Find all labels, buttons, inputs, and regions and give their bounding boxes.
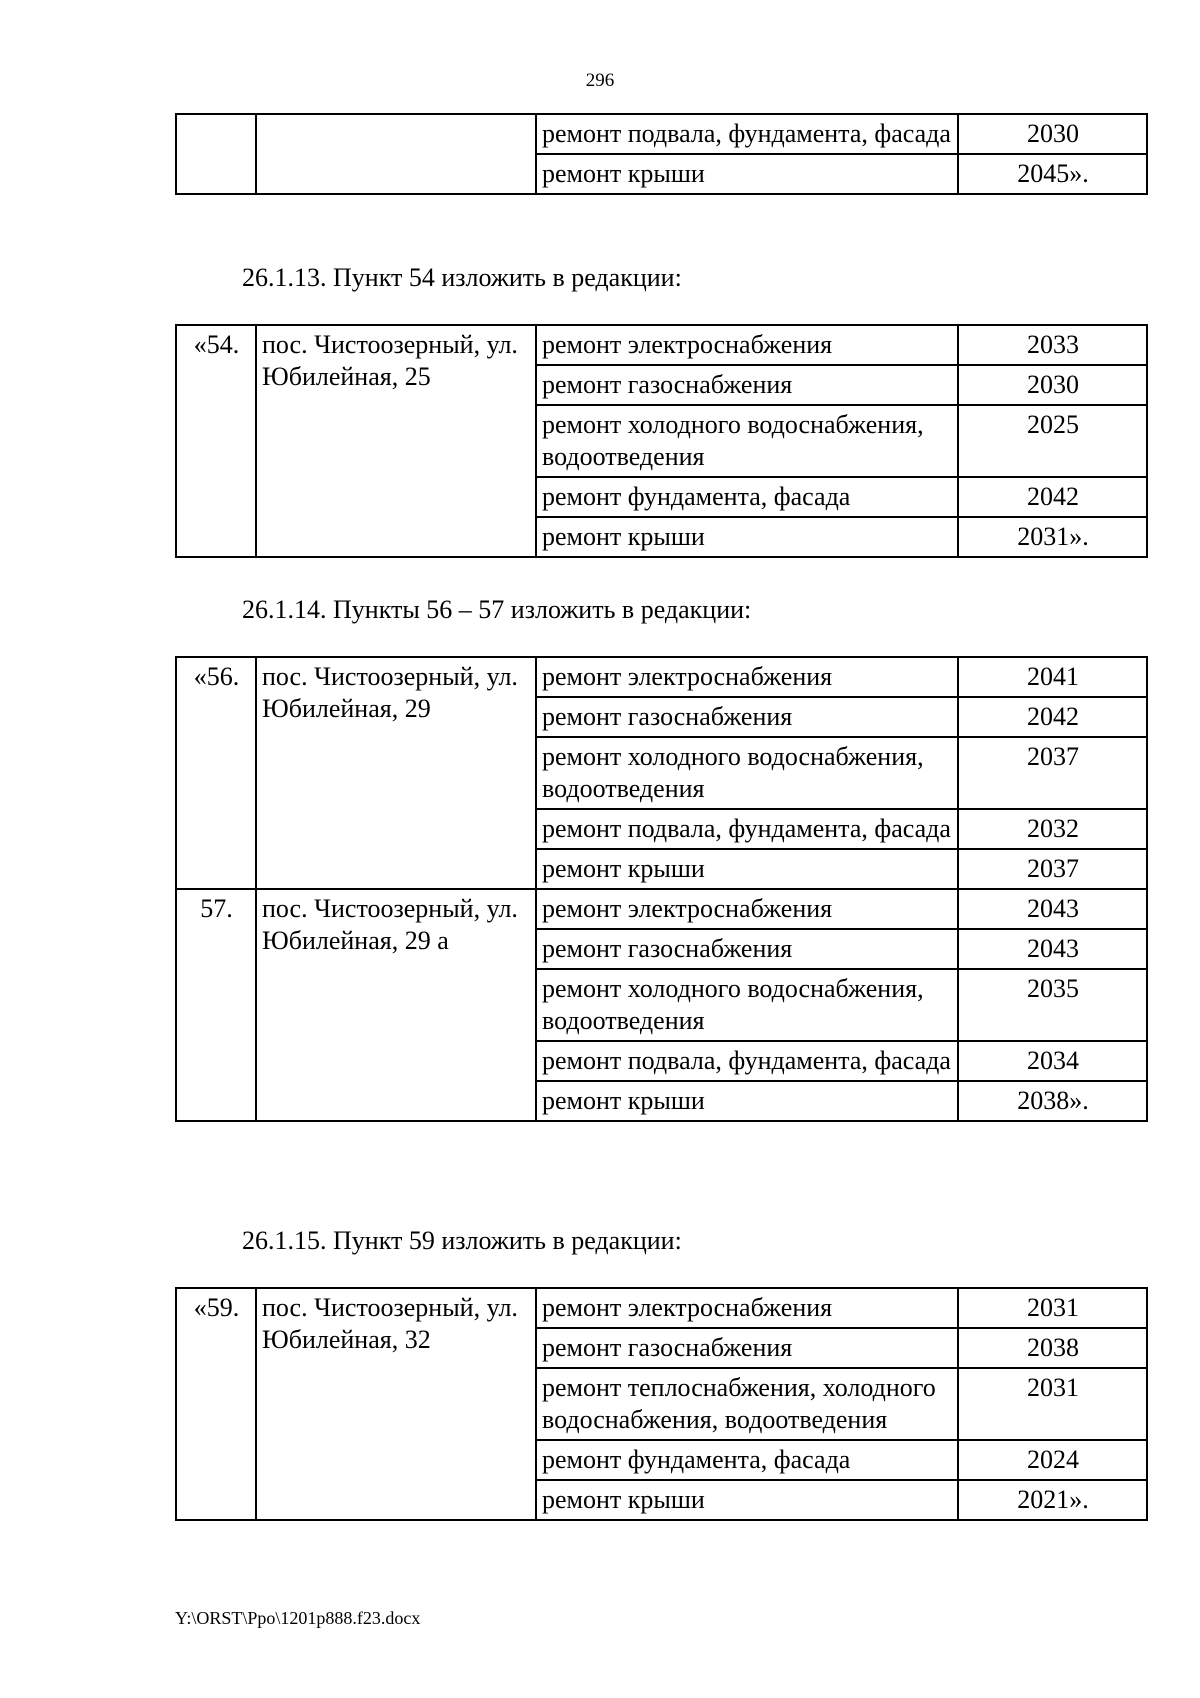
year-cell: 2045». [958,154,1147,194]
work-cell: ремонт электроснабжения [536,889,958,929]
address-cell: пос. Чистоозерный, ул. Юбилейная, 25 [256,325,536,557]
year-cell: 2032 [958,809,1147,849]
work-cell: ремонт электроснабжения [536,1288,958,1328]
year-cell: 2043 [958,929,1147,969]
work-cell: ремонт крыши [536,1081,958,1121]
year-cell: 2033 [958,325,1147,365]
year-cell: 2025 [958,405,1147,477]
year-cell: 2041 [958,657,1147,697]
work-cell: ремонт электроснабжения [536,657,958,697]
work-cell: ремонт газоснабжения [536,365,958,405]
work-cell: ремонт подвала, фундамента, фасада [536,114,958,154]
year-cell: 2038 [958,1328,1147,1368]
work-cell: ремонт подвала, фундамента, фасада [536,1041,958,1081]
table-row [176,325,1147,365]
work-cell: ремонт крыши [536,849,958,889]
year-cell: 2034 [958,1041,1147,1081]
year-cell: 2031 [958,1368,1147,1440]
year-cell: 2021». [958,1480,1147,1520]
work-cell: ремонт крыши [536,154,958,194]
work-cell: ремонт газоснабжения [536,1328,958,1368]
work-cell: ремонт крыши [536,1480,958,1520]
address-cell: пос. Чистоозерный, ул. Юбилейная, 29 [256,657,536,889]
year-cell: 2043 [958,889,1147,929]
work-cell: ремонт холодного водоснабжения, водоотведения [536,405,958,477]
work-cell: ремонт крыши [536,517,958,557]
item-59-table [175,1287,1148,1521]
year-cell: 2024 [958,1440,1147,1480]
work-cell: ремонт подвала, фундамента, фасада [536,809,958,849]
item-number: «56. [176,657,256,889]
continuation-table [175,113,1148,195]
work-cell: ремонт фундамента, фасада [536,1440,958,1480]
table-row [176,889,1147,929]
work-cell: ремонт теплоснабжения, холодного водоснабжения, водоотведения [536,1368,958,1440]
work-cell: ремонт газоснабжения [536,697,958,737]
footer-file-path: Y:\ORST\Ppo\1201p888.f23.docx [175,1608,421,1628]
year-cell: 2037 [958,849,1147,889]
year-cell: 2038». [958,1081,1147,1121]
work-cell: ремонт фундамента, фасада [536,477,958,517]
address-cell [256,114,536,194]
work-cell: ремонт холодного водоснабжения, водоотведения [536,737,958,809]
table-row [176,657,1147,697]
year-cell: 2031 [958,1288,1147,1328]
item-number: 57. [176,889,256,1121]
year-cell: 2037 [958,737,1147,809]
work-cell: ремонт газоснабжения [536,929,958,969]
year-cell: 2031». [958,517,1147,557]
item-number: «54. [176,325,256,557]
item-54-table [175,324,1148,558]
paragraph-26-1-13: 26.1.13. Пункт 54 изложить в редакции: [242,263,682,292]
table-row [176,114,1147,154]
year-cell: 2030 [958,114,1147,154]
year-cell: 2042 [958,477,1147,517]
year-cell: 2030 [958,365,1147,405]
year-cell: 2042 [958,697,1147,737]
table-row [176,1288,1147,1328]
page-number: 296 [585,70,615,91]
address-cell: пос. Чистоозерный, ул. Юбилейная, 29 а [256,889,536,1121]
items-56-57-table [175,656,1148,1122]
work-cell: ремонт электроснабжения [536,325,958,365]
number-cell [176,114,256,194]
work-cell: ремонт холодного водоснабжения, водоотведения [536,969,958,1041]
paragraph-26-1-14: 26.1.14. Пункты 56 – 57 изложить в редакции: [242,595,752,624]
year-cell: 2035 [958,969,1147,1041]
item-number: «59. [176,1288,256,1520]
address-cell: пос. Чистоозерный, ул. Юбилейная, 32 [256,1288,536,1520]
paragraph-26-1-15: 26.1.15. Пункт 59 изложить в редакции: [242,1226,682,1255]
